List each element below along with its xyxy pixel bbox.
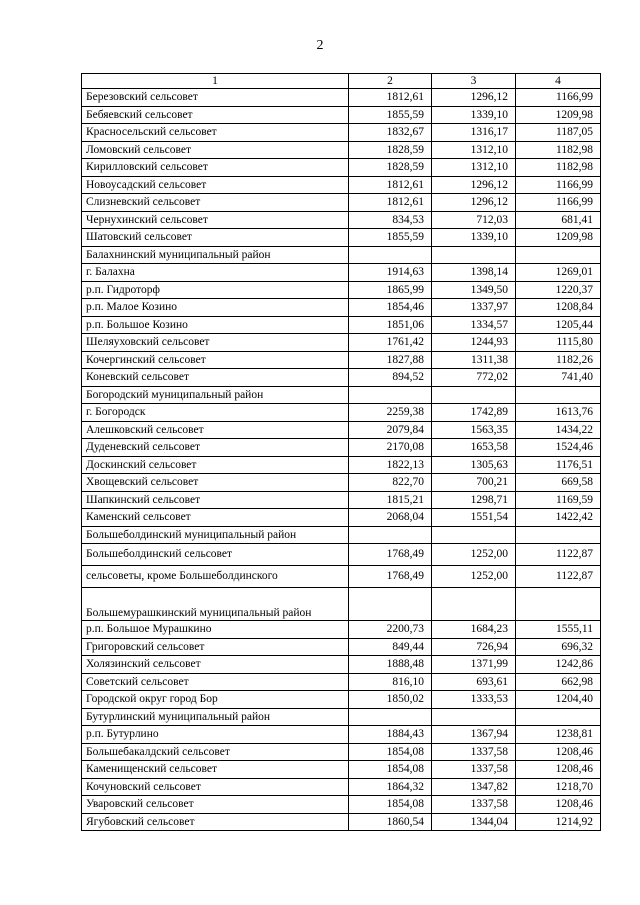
cell-value-3: 1298,71 xyxy=(432,491,516,509)
cell-value-4: 1422,42 xyxy=(516,509,601,527)
cell-name: Хвощевский сельсовет xyxy=(82,474,349,492)
cell-value-4: 1122,87 xyxy=(516,566,601,588)
table-row xyxy=(82,456,601,474)
cell-value-3: 1339,10 xyxy=(432,229,516,247)
table-row xyxy=(82,334,601,352)
cell-value-3: 1337,58 xyxy=(432,761,516,779)
table-row xyxy=(82,141,601,159)
cell-name: Кочуновский сельсовет xyxy=(82,778,349,796)
cell-value-3: 1347,82 xyxy=(432,778,516,796)
cell-name: Шапкинский сельсовет xyxy=(82,491,349,509)
cell-value-4: 696,32 xyxy=(516,638,601,656)
cell-value-4: 1182,26 xyxy=(516,351,601,369)
table-row xyxy=(82,386,601,404)
cell-value-2: 1850,02 xyxy=(349,691,432,709)
cell-value-4: 1204,40 xyxy=(516,691,601,709)
cell-value-2: 1812,61 xyxy=(349,89,432,107)
cell-name: Чернухинский сельсовет xyxy=(82,211,349,229)
cell-name: Ломовский сельсовет xyxy=(82,141,349,159)
cell-value-3: 726,94 xyxy=(432,638,516,656)
cell-value-4: 1182,98 xyxy=(516,141,601,159)
cell-name: Каменский сельсовет xyxy=(82,509,349,527)
cell-value-2: 894,52 xyxy=(349,369,432,387)
cell-value-4 xyxy=(516,708,601,726)
cell-name: р.п. Большое Козино xyxy=(82,316,349,334)
cell-value-2: 1761,42 xyxy=(349,334,432,352)
table-row xyxy=(82,246,601,264)
cell-value-4: 1209,98 xyxy=(516,229,601,247)
cell-name: Большебакалдский сельсовет xyxy=(82,743,349,761)
table-row xyxy=(82,474,601,492)
cell-name: Алешковский сельсовет xyxy=(82,421,349,439)
cell-value-4: 1115,80 xyxy=(516,334,601,352)
cell-name: Каменищенский сельсовет xyxy=(82,761,349,779)
table-row xyxy=(82,89,601,107)
cell-value-3: 712,03 xyxy=(432,211,516,229)
cell-value-4 xyxy=(516,386,601,404)
table-row xyxy=(82,421,601,439)
cell-value-4: 669,58 xyxy=(516,474,601,492)
cell-value-3: 1684,23 xyxy=(432,621,516,639)
cell-name: Слизневский сельсовет xyxy=(82,194,349,212)
cell-value-3: 1296,12 xyxy=(432,194,516,212)
cell-value-4: 1555,11 xyxy=(516,621,601,639)
cell-name: Новоусадский сельсовет xyxy=(82,176,349,194)
cell-value-3: 1398,14 xyxy=(432,264,516,282)
cell-name: Богородский муниципальный район xyxy=(82,386,349,404)
table-row xyxy=(82,194,601,212)
cell-value-4: 1220,37 xyxy=(516,281,601,299)
cell-value-3: 1563,35 xyxy=(432,421,516,439)
cell-value-3: 1296,12 xyxy=(432,89,516,107)
cell-value-4: 1166,99 xyxy=(516,176,601,194)
cell-name: г. Богородск xyxy=(82,404,349,422)
table-row xyxy=(82,369,601,387)
cell-value-3: 1742,89 xyxy=(432,404,516,422)
cell-value-4: 1205,44 xyxy=(516,316,601,334)
table-row xyxy=(82,621,601,639)
cell-value-2: 2079,84 xyxy=(349,421,432,439)
cell-value-3 xyxy=(432,708,516,726)
cell-name: Кочергинский сельсовет xyxy=(82,351,349,369)
cell-value-3: 1653,58 xyxy=(432,439,516,457)
table-header-row xyxy=(82,74,601,89)
cell-value-3 xyxy=(432,588,516,621)
cell-value-4: 1208,84 xyxy=(516,299,601,317)
table-row xyxy=(82,491,601,509)
table-row xyxy=(82,264,601,282)
cell-value-3 xyxy=(432,246,516,264)
cell-value-4: 1187,05 xyxy=(516,124,601,142)
cell-value-3: 1337,97 xyxy=(432,299,516,317)
cell-value-4: 681,41 xyxy=(516,211,601,229)
cell-value-2: 1827,88 xyxy=(349,351,432,369)
cell-value-2: 1815,21 xyxy=(349,491,432,509)
cell-value-3: 1334,57 xyxy=(432,316,516,334)
cell-value-3 xyxy=(432,526,516,544)
column-header-3: 3 xyxy=(432,74,516,89)
column-header-1: 1 xyxy=(82,74,349,89)
cell-name: р.п. Гидроторф xyxy=(82,281,349,299)
table-row xyxy=(82,796,601,814)
cell-value-2: 1854,08 xyxy=(349,761,432,779)
cell-value-4 xyxy=(516,588,601,621)
table-row xyxy=(82,526,601,544)
cell-value-2: 1855,59 xyxy=(349,229,432,247)
table-row xyxy=(82,124,601,142)
cell-name: Советский сельсовет xyxy=(82,673,349,691)
cell-value-2: 1888,48 xyxy=(349,656,432,674)
cell-value-4: 741,40 xyxy=(516,369,601,387)
cell-value-3: 1371,99 xyxy=(432,656,516,674)
cell-value-2: 1914,63 xyxy=(349,264,432,282)
cell-value-3: 1305,63 xyxy=(432,456,516,474)
cell-value-4: 1176,51 xyxy=(516,456,601,474)
cell-value-4: 1166,99 xyxy=(516,89,601,107)
table-row xyxy=(82,638,601,656)
cell-value-4: 1182,98 xyxy=(516,159,601,177)
cell-value-3: 1349,50 xyxy=(432,281,516,299)
cell-value-2: 1854,46 xyxy=(349,299,432,317)
cell-name: р.п. Большое Мурашкино xyxy=(82,621,349,639)
cell-name: г. Балахна xyxy=(82,264,349,282)
cell-value-4: 1209,98 xyxy=(516,106,601,124)
cell-value-4: 1208,46 xyxy=(516,743,601,761)
table-row xyxy=(82,708,601,726)
table-row xyxy=(82,316,601,334)
table-row xyxy=(82,673,601,691)
table-row xyxy=(82,229,601,247)
table-row xyxy=(82,656,601,674)
cell-name: Холязинский сельсовет xyxy=(82,656,349,674)
cell-name: Доскинский сельсовет xyxy=(82,456,349,474)
table-row xyxy=(82,351,601,369)
cell-value-2: 2259,38 xyxy=(349,404,432,422)
column-header-2: 2 xyxy=(349,74,432,89)
cell-value-2: 1768,49 xyxy=(349,566,432,588)
cell-name: Уваровский сельсовет xyxy=(82,796,349,814)
cell-name: сельсоветы, кроме Большеболдинского xyxy=(82,566,349,588)
cell-value-3: 1337,58 xyxy=(432,796,516,814)
cell-value-2: 2200,73 xyxy=(349,621,432,639)
cell-value-3: 1312,10 xyxy=(432,159,516,177)
page-number: 2 xyxy=(316,38,324,53)
cell-value-2: 1865,99 xyxy=(349,281,432,299)
cell-value-3: 1367,94 xyxy=(432,726,516,744)
cell-value-3 xyxy=(432,386,516,404)
table-row xyxy=(82,544,601,566)
table-row xyxy=(82,761,601,779)
cell-name: Шеляуховский сельсовет xyxy=(82,334,349,352)
table-row xyxy=(82,813,601,831)
cell-value-3: 772,02 xyxy=(432,369,516,387)
cell-name: Кирилловский сельсовет xyxy=(82,159,349,177)
cell-value-2: 822,70 xyxy=(349,474,432,492)
cell-name: Коневский сельсовет xyxy=(82,369,349,387)
cell-value-4 xyxy=(516,526,601,544)
cell-value-2 xyxy=(349,708,432,726)
cell-value-4: 1269,01 xyxy=(516,264,601,282)
cell-name: Городской округ город Бор xyxy=(82,691,349,709)
cell-value-3: 1252,00 xyxy=(432,544,516,566)
cell-value-2: 1822,13 xyxy=(349,456,432,474)
cell-value-3: 1252,00 xyxy=(432,566,516,588)
table-row xyxy=(82,691,601,709)
table-row xyxy=(82,299,601,317)
table-row xyxy=(82,106,601,124)
table-row xyxy=(82,726,601,744)
table-row xyxy=(82,404,601,422)
table-row xyxy=(82,176,601,194)
cell-value-3: 693,61 xyxy=(432,673,516,691)
cell-name: Красносельский сельсовет xyxy=(82,124,349,142)
cell-value-2: 2068,04 xyxy=(349,509,432,527)
cell-value-3: 1344,04 xyxy=(432,813,516,831)
cell-value-2: 1854,08 xyxy=(349,743,432,761)
table-row xyxy=(82,211,601,229)
cell-value-2 xyxy=(349,588,432,621)
cell-value-2: 1851,06 xyxy=(349,316,432,334)
cell-value-2: 1854,08 xyxy=(349,796,432,814)
cell-name: Бебяевский сельсовет xyxy=(82,106,349,124)
cell-value-2: 1812,61 xyxy=(349,176,432,194)
cell-name: Большеболдинский муниципальный район xyxy=(82,526,349,544)
cell-value-4: 1122,87 xyxy=(516,544,601,566)
tariff-table xyxy=(81,73,601,831)
cell-value-2: 1855,59 xyxy=(349,106,432,124)
cell-value-2: 1828,59 xyxy=(349,159,432,177)
cell-value-3: 1311,38 xyxy=(432,351,516,369)
cell-name: Балахнинский муниципальный район xyxy=(82,246,349,264)
cell-value-4: 1208,46 xyxy=(516,796,601,814)
cell-value-4: 1524,46 xyxy=(516,439,601,457)
table-row xyxy=(82,778,601,796)
cell-value-2: 816,10 xyxy=(349,673,432,691)
cell-name: Бутурлинский муниципальный район xyxy=(82,708,349,726)
cell-name: Шатовский сельсовет xyxy=(82,229,349,247)
cell-value-4 xyxy=(516,246,601,264)
cell-value-2 xyxy=(349,246,432,264)
cell-value-2: 1828,59 xyxy=(349,141,432,159)
cell-name: Григоровский сельсовет xyxy=(82,638,349,656)
cell-value-4: 1214,92 xyxy=(516,813,601,831)
cell-value-2: 2170,08 xyxy=(349,439,432,457)
cell-name: Ягубовский сельсовет xyxy=(82,813,349,831)
cell-value-3: 1296,12 xyxy=(432,176,516,194)
table-body xyxy=(82,89,601,831)
cell-value-3: 1337,58 xyxy=(432,743,516,761)
cell-value-4: 662,98 xyxy=(516,673,601,691)
cell-value-4: 1613,76 xyxy=(516,404,601,422)
cell-value-3: 1551,54 xyxy=(432,509,516,527)
cell-value-3: 1244,93 xyxy=(432,334,516,352)
cell-value-2 xyxy=(349,386,432,404)
cell-value-3: 1312,10 xyxy=(432,141,516,159)
cell-name: Большемурашкинский муниципальный район xyxy=(82,588,349,621)
cell-value-4: 1169,59 xyxy=(516,491,601,509)
cell-name: Дуденевский сельсовет xyxy=(82,439,349,457)
cell-value-3: 1333,53 xyxy=(432,691,516,709)
cell-name: р.п. Бутурлино xyxy=(82,726,349,744)
table-row xyxy=(82,281,601,299)
cell-value-4: 1166,99 xyxy=(516,194,601,212)
cell-name: Большеболдинский сельсовет xyxy=(82,544,349,566)
cell-name: р.п. Малое Козино xyxy=(82,299,349,317)
table-row xyxy=(82,159,601,177)
cell-value-3: 700,21 xyxy=(432,474,516,492)
cell-value-3: 1316,17 xyxy=(432,124,516,142)
cell-value-2: 1864,32 xyxy=(349,778,432,796)
cell-value-2 xyxy=(349,526,432,544)
table-row xyxy=(82,743,601,761)
cell-value-4: 1238,81 xyxy=(516,726,601,744)
cell-value-2: 1860,54 xyxy=(349,813,432,831)
cell-value-2: 849,44 xyxy=(349,638,432,656)
table-row xyxy=(82,509,601,527)
cell-value-2: 1812,61 xyxy=(349,194,432,212)
cell-value-3: 1339,10 xyxy=(432,106,516,124)
cell-name: Березовский сельсовет xyxy=(82,89,349,107)
cell-value-4: 1218,70 xyxy=(516,778,601,796)
cell-value-4: 1242,86 xyxy=(516,656,601,674)
cell-value-4: 1208,46 xyxy=(516,761,601,779)
cell-value-2: 1832,67 xyxy=(349,124,432,142)
table-row xyxy=(82,566,601,588)
table-row xyxy=(82,439,601,457)
cell-value-2: 1768,49 xyxy=(349,544,432,566)
cell-value-2: 834,53 xyxy=(349,211,432,229)
column-header-4: 4 xyxy=(516,74,601,89)
cell-value-4: 1434,22 xyxy=(516,421,601,439)
cell-value-2: 1884,43 xyxy=(349,726,432,744)
table-row xyxy=(82,588,601,621)
